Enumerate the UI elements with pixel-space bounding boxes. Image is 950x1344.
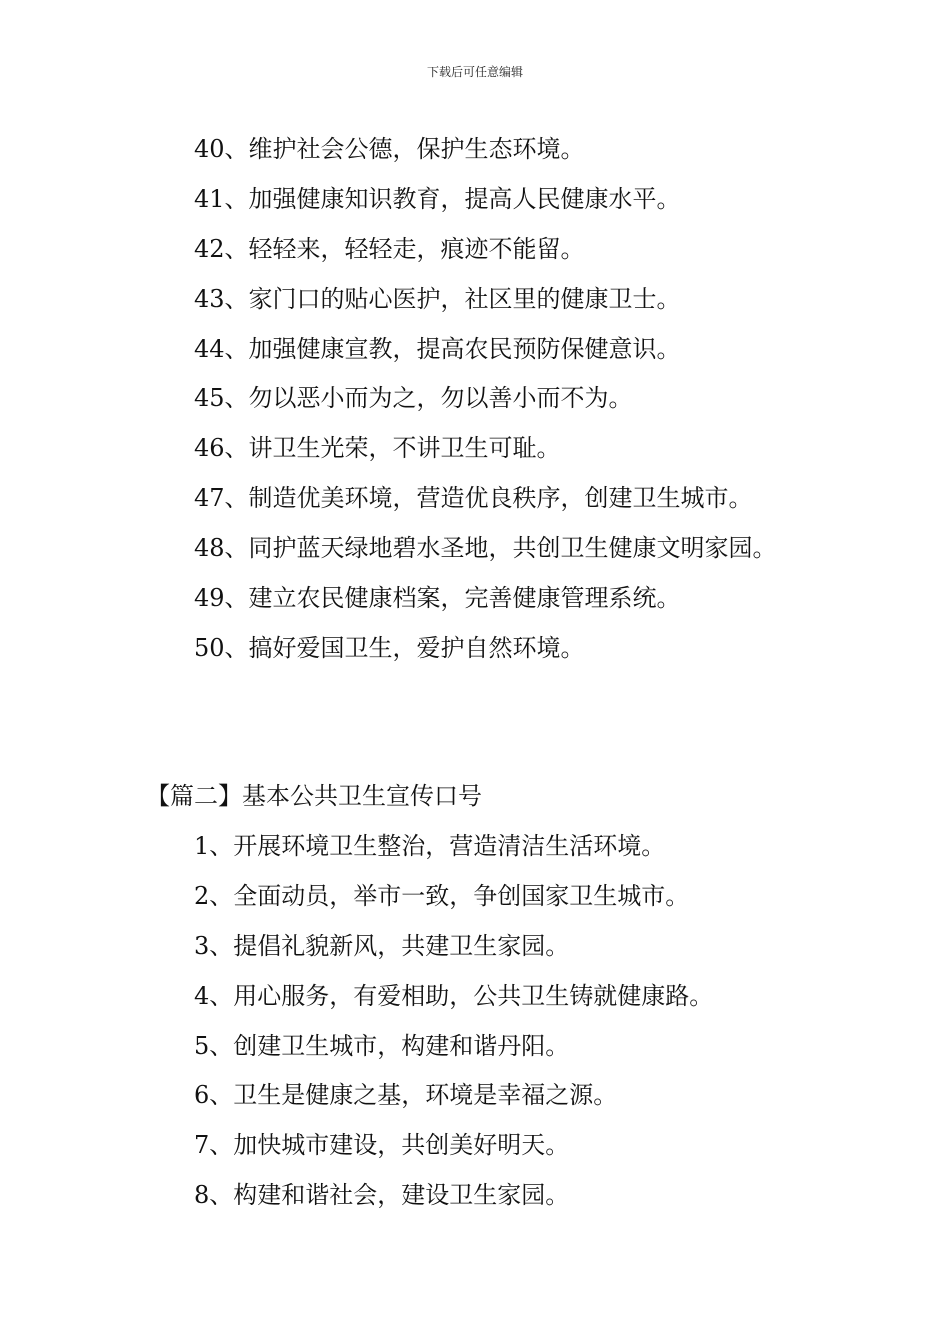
slogan-item: 3、提倡礼貌新风，共建卫生家园。 bbox=[194, 932, 570, 960]
slogan-item: 45、勿以恶小而为之，勿以善小而不为。 bbox=[194, 384, 633, 412]
slogan-item: 41、加强健康知识教育，提高人民健康水平。 bbox=[194, 185, 681, 213]
slogan-item: 50、搞好爱国卫生，爱护自然环境。 bbox=[194, 634, 585, 662]
slogan-item: 42、轻轻来，轻轻走，痕迹不能留。 bbox=[194, 235, 585, 263]
slogan-item: 5、创建卫生城市，构建和谐丹阳。 bbox=[194, 1032, 570, 1060]
slogan-item: 2、全面动员，举市一致，争创国家卫生城市。 bbox=[194, 882, 690, 910]
slogan-item: 43、家门口的贴心医护，社区里的健康卫士。 bbox=[194, 285, 681, 313]
slogan-item: 40、维护社会公德，保护生态环境。 bbox=[194, 135, 585, 163]
slogan-item: 6、卫生是健康之基，环境是幸福之源。 bbox=[194, 1081, 618, 1109]
slogan-item: 46、讲卫生光荣，不讲卫生可耻。 bbox=[194, 434, 561, 462]
slogan-item: 4、用心服务，有爱相助，公共卫生铸就健康路。 bbox=[194, 982, 714, 1010]
slogan-item: 7、加快城市建设，共创美好明天。 bbox=[194, 1131, 570, 1159]
slogan-item: 49、建立农民健康档案，完善健康管理系统。 bbox=[194, 584, 681, 612]
section-title-part2: 【篇二】基本公共卫生宣传口号 bbox=[146, 782, 482, 810]
slogan-item: 48、同护蓝天绿地碧水圣地，共创卫生健康文明家园。 bbox=[194, 534, 777, 562]
slogan-item: 8、构建和谐社会，建设卫生家园。 bbox=[194, 1181, 570, 1209]
page-header-note: 下载后可任意编辑 bbox=[426, 65, 523, 79]
slogan-item: 44、加强健康宣教，提高农民预防保健意识。 bbox=[194, 335, 681, 363]
slogan-item: 1、开展环境卫生整治，营造清洁生活环境。 bbox=[194, 832, 666, 860]
slogan-item: 47、制造优美环境，营造优良秩序，创建卫生城市。 bbox=[194, 484, 753, 512]
